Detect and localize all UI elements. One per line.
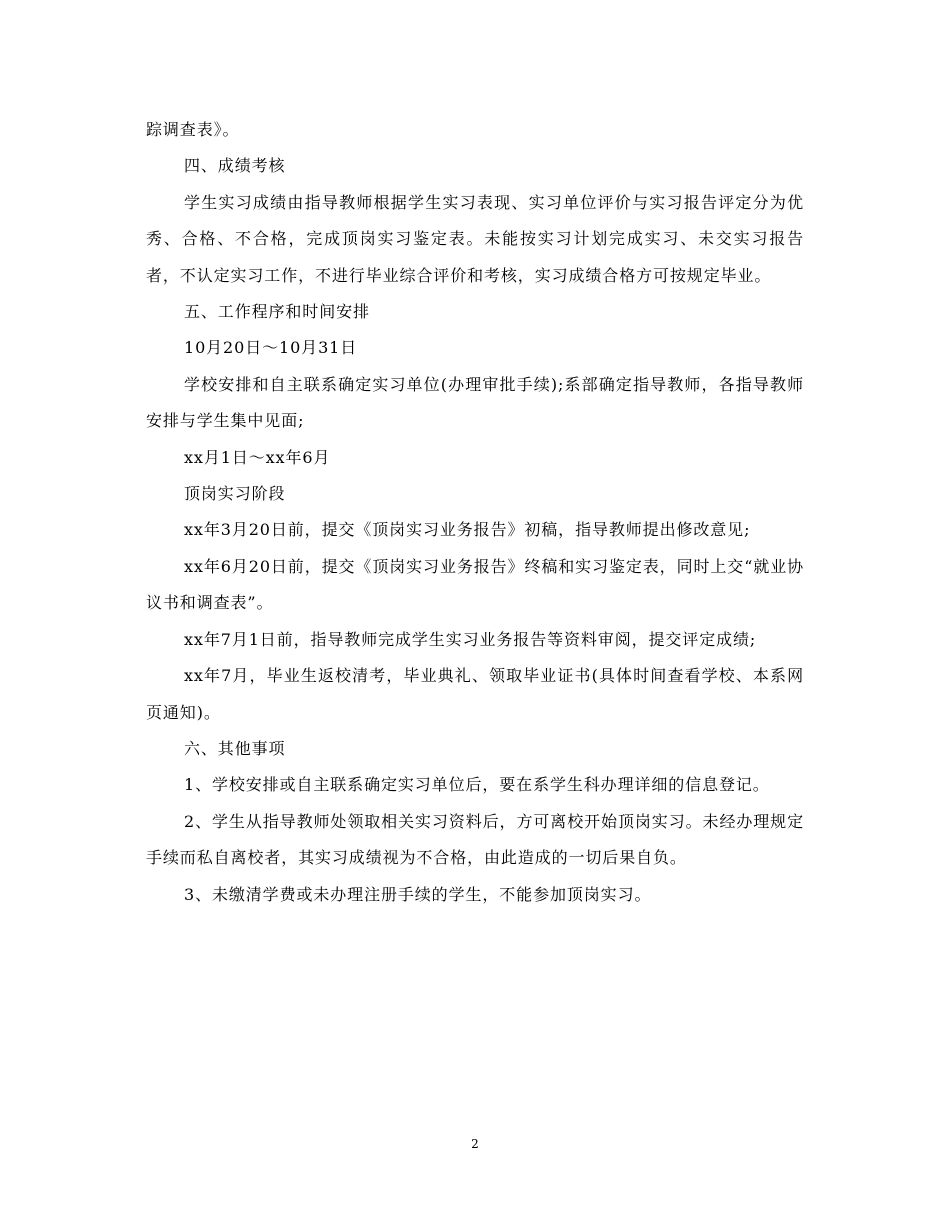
paragraph-internship-stage: 顶岗实习阶段: [184, 484, 286, 504]
paragraph-draft-report: xx年3月20日前，提交《顶岗实习业务报告》初稿，指导教师提出修改意见;: [184, 520, 751, 540]
document-body: [146, 112, 804, 913]
schedule-date-oct: 10月20日～10月31日: [184, 338, 358, 358]
list-item-registration: 1、学校安排或自主联系确定实习单位后，要在系学生科办理详细的信息登记。: [184, 775, 770, 795]
schedule-date-internship-period: xx月1日～xx年6月: [184, 447, 331, 467]
paragraph-survey-table-end: 踪调查表》。: [146, 120, 240, 139]
paragraph-review-grading: xx年7月1日前，指导教师完成学生实习业务报告等资料审阅，提交评定成绩;: [184, 629, 757, 649]
page-number: 2: [471, 1137, 479, 1151]
heading-other-matters: 六、其他事项: [184, 738, 286, 758]
list-item-tuition: 3、未缴清学费或未办理注册手续的学生，不能参加顶岗实习。: [184, 884, 652, 904]
heading-work-schedule: 五、工作程序和时间安排: [184, 302, 370, 322]
list-item-leave-school: 2、学生从指导教师处领取相关实习资料后，方可离校开始顶岗实习。未经办理规定手续而私自离校者，其实习成绩视为不合格，由此造成的一切后果自负。: [146, 811, 804, 868]
paragraph-graduation: xx年7月，毕业生返校清考，毕业典礼、领取毕业证书(具体时间查看学校、本系网页通知)。: [146, 666, 804, 722]
paragraph-final-report: xx年6月20日前，提交《顶岗实习业务报告》终稿和实习鉴定表，同时上交“就业协议书和调查表”。: [146, 556, 804, 613]
heading-grade-assessment: 四、成绩考核: [184, 156, 286, 176]
paragraph-unit-confirmation: 学校安排和自主联系确定实习单位(办理审批手续);系部确定指导教师，各指导教师安排与学生集中见面;: [146, 374, 804, 431]
paragraph-grade-assessment: 学生实习成绩由指导教师根据学生实习表现、实习单位评价与实习报告评定分为优秀、合格、不合格，完成顶岗实习鉴定表。未能按实习计划完成实习、未交实习报告者，不认定实习工作，不进行毕业综合评价和考核，实习成绩合格方可按规定毕业。: [146, 192, 804, 285]
